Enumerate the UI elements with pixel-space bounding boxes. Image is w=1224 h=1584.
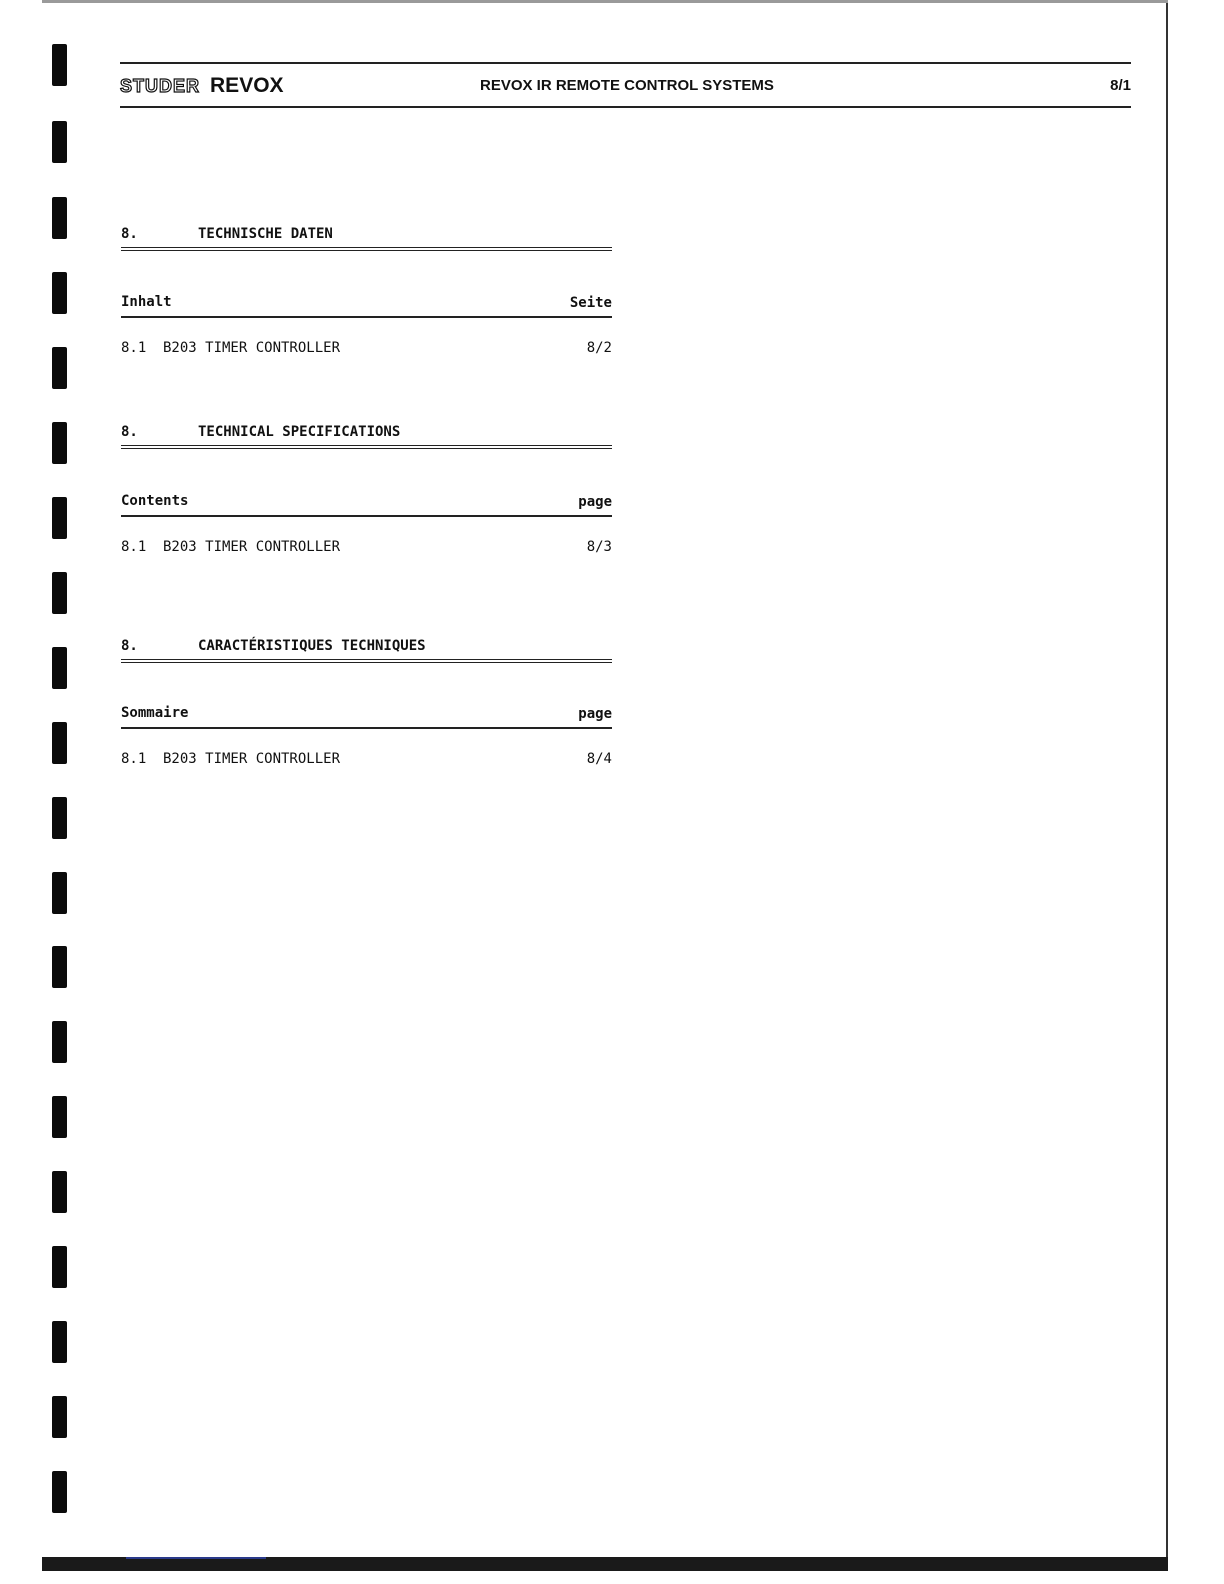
logo-studer: STUDER [120, 76, 201, 96]
binder-hole [52, 197, 67, 239]
toc-entry [121, 751, 612, 771]
binder-hole [52, 797, 67, 839]
binder-hole [52, 872, 67, 914]
toc-header [121, 292, 612, 318]
section-caracteristiques-techniques [121, 638, 612, 771]
binder-hole [52, 1321, 67, 1363]
binder-hole [52, 1471, 67, 1513]
toc-page-label: page [578, 494, 612, 510]
toc-entry-page: 8/2 [586, 340, 612, 356]
toc-entry-number: 8.1 [121, 751, 147, 767]
binder-hole [52, 1171, 67, 1213]
toc-entry-page: 8/4 [586, 751, 612, 767]
binder-hole [52, 722, 67, 764]
section-heading [121, 424, 612, 448]
section-title: TECHNICAL SPECIFICATIONS [198, 424, 401, 440]
page-bottom-edge-tint [126, 1557, 266, 1559]
binder-hole [52, 497, 67, 539]
toc-entry-label: B203 TIMER CONTROLLER [163, 539, 341, 555]
logo-revox: REVOX [210, 74, 284, 97]
toc-entry [121, 340, 612, 360]
section-technical-specifications [121, 424, 612, 559]
section-technische-daten [121, 226, 612, 360]
toc-page-label: page [578, 706, 612, 722]
page-top-edge [42, 0, 1168, 3]
toc-label: Contents [121, 493, 189, 509]
section-heading [121, 638, 612, 662]
document-title: REVOX IR REMOTE CONTROL SYSTEMS [480, 77, 774, 94]
toc-entry-number: 8.1 [121, 340, 147, 356]
toc-entry-label: B203 TIMER CONTROLLER [163, 340, 341, 356]
section-title: TECHNISCHE DATEN [198, 226, 333, 242]
page-number: 8/1 [1110, 77, 1131, 94]
section-title: CARACTÉRISTIQUES TECHNIQUES [198, 638, 426, 654]
binder-hole [52, 946, 67, 988]
binder-hole [52, 121, 67, 163]
toc-label: Sommaire [121, 705, 189, 721]
binder-hole [52, 44, 67, 86]
toc-entry [121, 539, 612, 559]
section-heading [121, 226, 612, 250]
binder-hole [52, 1246, 67, 1288]
toc-entry-number: 8.1 [121, 539, 147, 555]
binder-hole [52, 647, 67, 689]
binder-holes [0, 0, 80, 1584]
binder-hole [52, 422, 67, 464]
page-right-edge [1166, 3, 1168, 1558]
section-number: 8. [121, 424, 138, 440]
toc-header [121, 491, 612, 517]
page-header [120, 62, 1131, 108]
toc-header [121, 703, 612, 729]
binder-hole [52, 572, 67, 614]
toc-entry-page: 8/3 [586, 539, 612, 555]
binder-hole [52, 272, 67, 314]
toc-entry-label: B203 TIMER CONTROLLER [163, 751, 341, 767]
section-number: 8. [121, 226, 138, 242]
binder-hole [52, 1096, 67, 1138]
toc-page-label: Seite [569, 295, 612, 311]
double-rule [121, 659, 612, 663]
section-number: 8. [121, 638, 138, 654]
double-rule [121, 445, 612, 449]
studer-revox-logo [120, 74, 284, 96]
binder-hole [52, 1396, 67, 1438]
binder-hole [52, 1021, 67, 1063]
page-bottom-edge [42, 1557, 1168, 1571]
double-rule [121, 247, 612, 251]
toc-label: Inhalt [121, 294, 172, 310]
binder-hole [52, 347, 67, 389]
